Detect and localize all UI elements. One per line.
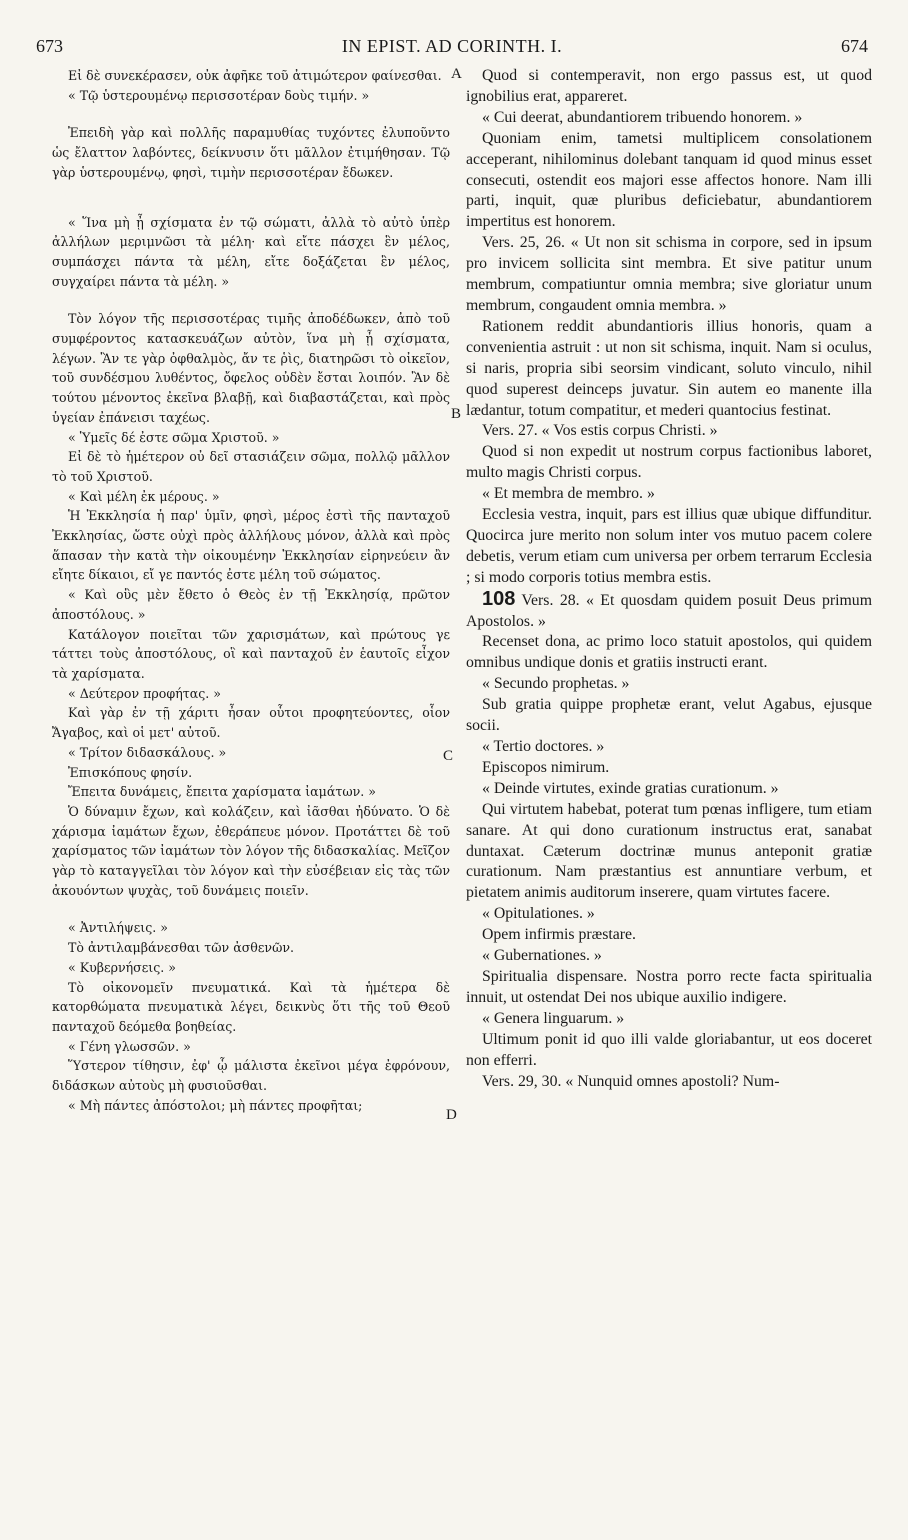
greek-paragraph: Τὸ ἀντιλαμβάνεσθαι τῶν ἀσθενῶν.	[68, 940, 294, 956]
greek-paragraph: « Γένη γλωσσῶν. »	[68, 1038, 191, 1054]
latin-paragraph: Ultimum ponit id quo illi valde gloriabantur, ut eos doceret non efferri.	[466, 1030, 872, 1069]
greek-paragraph: Ὕστερον τίθησιν, ἐφ' ᾧ μάλιστα ἐκεῖνοι μέγα ἐφρόνουν, διδάσκων αὐτοὺς μὴ φυσιοῦσθαι.	[52, 1058, 450, 1094]
latin-paragraph: « Deinde virtutes, exinde gratias curationum. »	[482, 779, 779, 797]
greek-paragraph: Ἔπειτα δυνάμεις, ἔπειτα χαρίσματα ἰαμάτων. »	[68, 784, 376, 800]
greek-paragraph: « Καὶ οὓς μὲν ἔθετο ὁ Θεὸς ἐν τῇ Ἐκκλησίᾳ, πρῶτον ἀποστόλους. »	[52, 587, 450, 622]
section-marker-c: C	[443, 748, 454, 764]
greek-paragraph: Ἐπειδὴ γὰρ καὶ πολλῆς παραμυθίας τυχόντες ἐλυποῦντο ὡς ἔλαττον λαβόντες, δείκνυσιν ὅτι μᾶλλον ἐτιμήθησαν. Τῷ γὰρ ὑστερουμένῳ, φησὶ, τιμὴν περισσοτέραν ἔδωκεν.	[52, 125, 450, 180]
greek-paragraph: « Ἀντιλήψεις. »	[68, 920, 168, 936]
latin-paragraph-vers-28	[466, 589, 872, 633]
latin-paragraph: Episcopos nimirum.	[482, 758, 610, 776]
greek-paragraph: « Δεύτερον προφήτας. »	[68, 685, 221, 701]
latin-paragraph: « Secundo prophetas. »	[482, 675, 630, 693]
latin-paragraph: Recenset dona, ac primo loco statuit apostolos, qui quidem omnibus undique donis et gratiis instructi erant.	[466, 633, 872, 672]
greek-paragraph: Κατάλογον ποιεῖται τῶν χαρισμάτων, καὶ πρώτους γε τάττει τοὺς ἀποστόλους, οἳ καὶ πανταχοῦ ἐν ἑαυτοῖς εἶχον τὰ χαρίσματα.	[52, 626, 450, 681]
greek-paragraph: Εἰ δὲ συνεκέρασεν, οὐκ ἀφῆκε τοῦ ἀτιμώτερον φαίνεσθαι.	[68, 68, 442, 83]
greek-paragraph: Καὶ γὰρ ἐν τῇ χάριτι ἦσαν οὗτοι προφητεύοντες, οἷον Ἄγαβος, καὶ οἱ μετ' αὐτοῦ.	[52, 705, 450, 741]
greek-paragraph: « Μὴ πάντες ἀπόστολοι; μὴ πάντες προφῆται;	[68, 1097, 363, 1113]
latin-paragraph: Ecclesia vestra, inquit, pars est illius quæ ubique diffunditur. Quocirca jure merito non solum inter vos mutuo pacem colere debetis, verum etiam cum universa per orbem terrarum Ecclesia ; si modo corporis totius membra estis.	[466, 506, 872, 586]
latin-paragraph: « Gubernationes. »	[482, 947, 602, 965]
greek-paragraph: « Κυβερνήσεις. »	[68, 959, 177, 975]
latin-paragraph: Spiritualia dispensare. Nostra porro recte facta spiritualia innuit, ut ostendat Dei nos ubique auxilio indigere.	[466, 967, 872, 1006]
latin-paragraph: Vers. 29, 30. « Nunquid omnes apostoli? Num-	[482, 1072, 780, 1090]
greek-paragraph: Ἐπισκόπους φησίν.	[68, 764, 193, 780]
section-marker-a: A	[451, 66, 462, 82]
latin-column	[466, 66, 872, 1092]
latin-paragraph: Quoniam enim, tametsi multiplicem consolationem acceperant, nihilominus dolebant tanquam id quod minus esset consecuti, ostendit eos majori esse affectos honore. Nam illi parti, inquit, quæ pluribus deficiebatur, abundantiorem impertitus est honorem.	[466, 129, 872, 231]
latin-paragraph: « Tertio doctores. »	[482, 738, 605, 755]
greek-paragraph: Τὸν λόγον τῆς περισσοτέρας τιμῆς ἀποδέδωκεν, ἀπὸ τοῦ συμφέροντος κατασκευάζων αὐτὸν, ἵνα μὴ ᾖ σχίσματα, λέγων. Ἂν τε γὰρ ὀφθαλμὸς, ἄν τε ῥὶς, διατηρῶσι τὸ οἰκεῖον, τοῦ συνδέσμου λυθέντος, ὄφελος οὐδὲν ἔσται λοιπόν. Ἂν δὲ τούτου μένοντος ἐκεῖνα βλαβῇ, καὶ διαβαστάζεται, καὶ πρὸς ὑγείαν ἐπάνεισι ταχέως.	[52, 311, 450, 425]
latin-paragraph: « Genera linguarum. »	[482, 1009, 625, 1027]
greek-paragraph: « Ἵνα μὴ ᾖ σχίσματα ἐν τῷ σώματι, ἀλλὰ τὸ αὐτὸ ὑπὲρ ἀλλήλων μεριμνῶσι τὰ μέλη· καὶ εἴτε πάσχει ἓν μέλος, συμπάσχει πάντα τὰ μέλη, εἴτε δοξάζεται ἓν μέλος, συγχαίρει πάντα τὰ μέλη. »	[52, 214, 450, 289]
greek-paragraph: « Τῷ ὑστερουμένῳ περισσοτέραν δοὺς τιμήν. »	[68, 87, 370, 103]
latin-paragraph: Quod si non expedit ut nostrum corpus factionibus laboret, multo magis Christi corpus.	[466, 443, 872, 482]
latin-paragraph-text: Vers. 28. « Et quosdam quidem posuit Deus primum Apostolos. »	[466, 591, 872, 630]
latin-paragraph: « Cui deerat, abundantiorem tribuendo honorem. »	[482, 108, 803, 126]
page-header	[36, 36, 868, 60]
latin-paragraph: Opem infirmis præstare.	[482, 926, 636, 944]
greek-paragraph: Ὁ δύναμιν ἔχων, καὶ κολάζειν, καὶ ἰᾶσθαι ἠδύνατο. Ὁ δὲ χάρισμα ἰαμάτων ἔχων, ἐθεράπευε μόνον. Προτάττει δὲ τοῦ χαρίσματος τῶν ἰαμάτων τὸν λόγον τῆς διδασκαλίας. Μεῖζον γὰρ τὸ καταγγεῖλαι τὸν λόγον καὶ τὴν εὐσέβειαν εἰς τὰς τῶν ἀκουόντων ψυχὰς, τοῦ δυνάμεις ποιεῖν.	[52, 803, 450, 898]
greek-paragraph: « Ὑμεῖς δέ ἐστε σῶμα Χριστοῦ. »	[68, 429, 280, 445]
latin-paragraph: Quod si contemperavit, non ergo passus est, ut quod ignobilius erat, appareret.	[466, 67, 872, 105]
page-number-right: 674	[841, 36, 868, 56]
latin-paragraph: « Et membra de membro. »	[482, 485, 655, 503]
page-marker-108: 108	[482, 587, 516, 610]
latin-paragraph: Vers. 27. « Vos estis corpus Christi. »	[482, 422, 718, 440]
greek-paragraph: Εἰ δὲ τὸ ἡμέτερον οὐ δεῖ στασιάζειν σῶμα, πολλῷ μᾶλλον τὸ τοῦ Χριστοῦ.	[52, 449, 450, 484]
greek-paragraph: Ἡ Ἐκκλησία ἡ παρ' ὑμῖν, φησὶ, μέρος ἐστὶ τῆς πανταχοῦ Ἐκκλησίας, ὥστε οὐχὶ πρὸς ἀλλήλους μόνον, ἀλλὰ καὶ πρὸς ἅπασαν τὴν κατὰ τὴν οἰκουμένην Ἐκκλησίαν εἰρηνεύειν ἂν εἴητε δίκαιοι, εἴ γε παντός ἐστε μέλη τοῦ σώματος.	[52, 508, 450, 583]
latin-paragraph: « Opitulationes. »	[482, 905, 595, 923]
latin-paragraph: Qui virtutem habebat, poterat tum pœnas infligere, tum etiam sanare. At qui dono curationum instructus erat, sanabat duntaxat. Cæterum doctrinæ munus anteponit gratiæ curationum. Nam præstantius est annuntiare verbum, et pietatem animis auditorum inserere, quam virtutes facere.	[466, 800, 872, 902]
page-number-left: 673	[36, 36, 63, 56]
latin-paragraph: Sub gratia quippe prophetæ erant, velut Agabus, ejusque socii.	[466, 696, 872, 735]
section-marker-b: B	[451, 406, 462, 422]
greek-paragraph: Τὸ οἰκονομεῖν πνευματικά. Καὶ τὰ ἡμέτερα δὲ κατορθώματα πνευματικὰ λέγει, δεικνὺς ὅτι τῆς τοῦ Θεοῦ πανταχοῦ δεόμεθα βοηθείας.	[52, 979, 450, 1034]
greek-paragraph: « Τρίτον διδασκάλους. »	[68, 744, 227, 760]
latin-paragraph: Rationem reddit abundantioris illius honoris, quam a convenientia astruit : ut non sit schisma, inquit. Nam si oculus, si naris, propria sibi seorsim vindicant, soluto vinculo, nihil quod superest deinceps juvatur. Sin autem eo manente illa lædantur, totum compatitur, et mederi quantocius festinat.	[466, 317, 872, 419]
greek-column	[52, 66, 450, 1115]
running-title: IN EPIST. AD CORINTH. I.	[341, 36, 563, 56]
latin-paragraph: Vers. 25, 26. « Ut non sit schisma in corpore, sed in ipsum pro invicem sollicita sint membra. Et sive patitur unum membrum, compatiuntur omnia membra; sive gloriatur unum membrum, congaudent omnia membra. »	[466, 234, 872, 314]
greek-paragraph: « Καὶ μέλη ἐκ μέρους. »	[68, 488, 220, 504]
section-marker-d: D	[446, 1107, 457, 1123]
